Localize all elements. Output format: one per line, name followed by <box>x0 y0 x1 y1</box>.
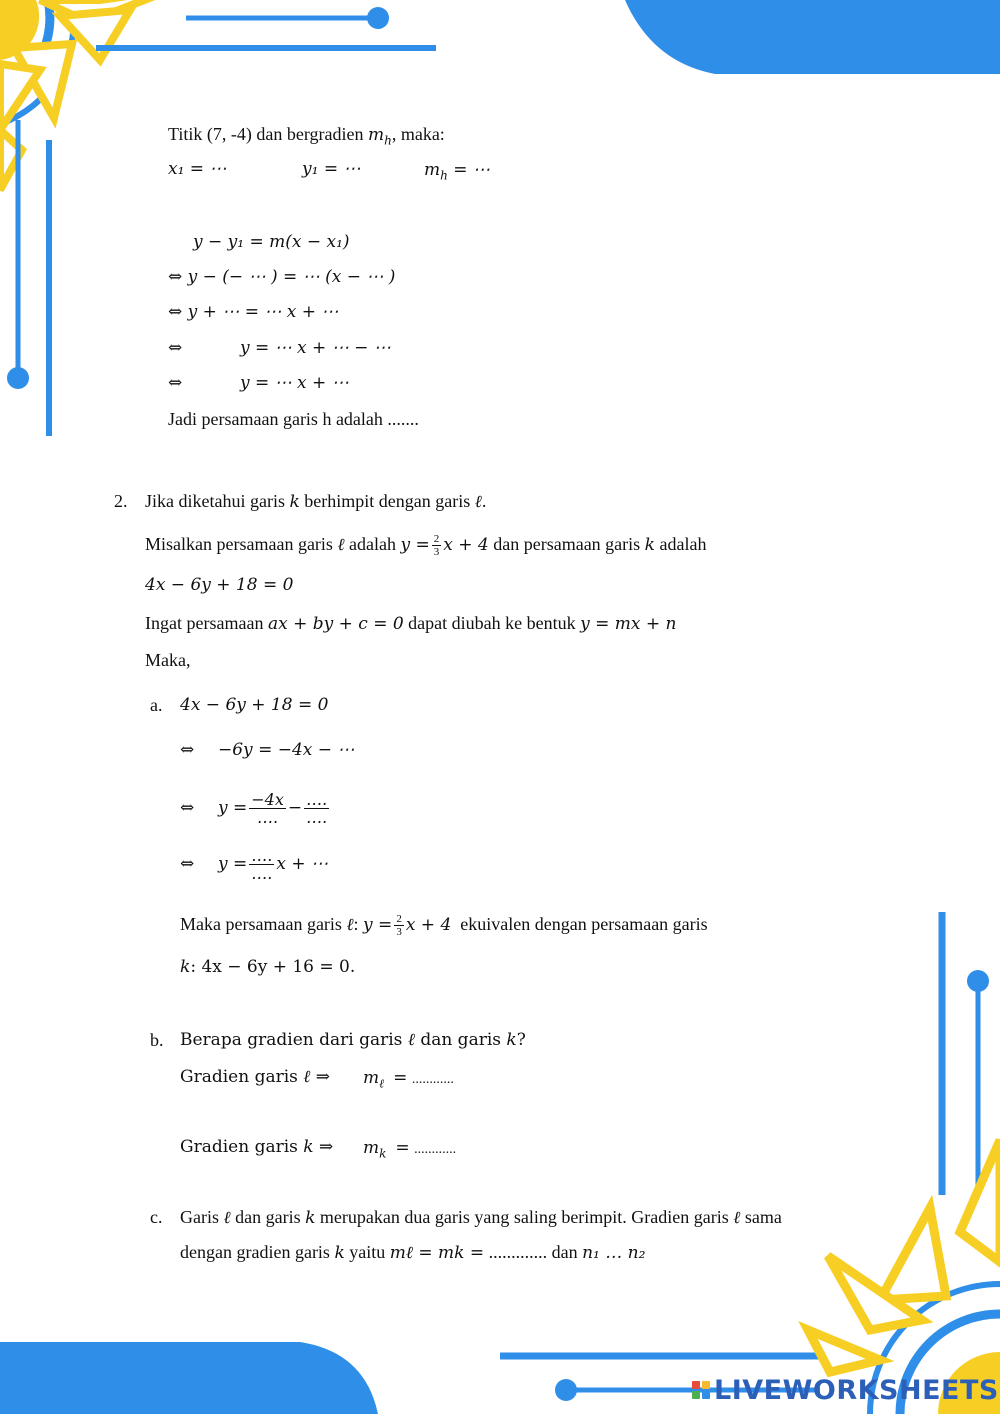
part-a-arrow-2: ⇔ <box>180 798 195 818</box>
part-a-final-equation <box>180 954 355 979</box>
ingat-text-a: Ingat persamaan <box>145 613 264 633</box>
part-c-line-2 <box>180 1240 645 1265</box>
gradient-l-text: Gradien garis <box>180 1067 298 1087</box>
part-a-equation-2: −6y = −4x − ⋯ <box>218 740 355 760</box>
eq4-numerator: …. <box>251 845 273 865</box>
c-line2-a: dengan gradien garis <box>180 1242 330 1262</box>
x1-value: x₁ = ⋯ <box>168 159 227 179</box>
m-k-subscript: k <box>379 1146 387 1161</box>
part-b-question <box>180 1028 526 1052</box>
equation-step-2: ⇔ y − (− ⋯ ) = ⋯ (x − ⋯ ) <box>168 267 396 287</box>
eq3-numerator-1: −4x <box>251 789 284 809</box>
maka-fraction-denominator: 3 <box>396 926 402 939</box>
final-eq: : 4x − 6y + 16 = 0. <box>190 957 356 977</box>
bottom-right-sun-ornament <box>500 912 1000 1414</box>
part-a-equation-1: 4x − 6y + 18 = 0 <box>180 695 329 715</box>
fraction-two-thirds <box>432 533 442 558</box>
equation-step-4: y = ⋯ x + ⋯ − ⋯ <box>240 338 391 358</box>
eq4-lhs: y = <box>218 854 248 874</box>
eq3-denominator-2: …. <box>306 808 328 828</box>
m-l-equals: = <box>393 1068 408 1088</box>
maka-l: ℓ <box>346 915 354 935</box>
part-a-maka-line <box>180 910 708 939</box>
c-line1-l: ℓ <box>223 1208 231 1228</box>
gradient-l-arrow: ⇒ <box>315 1067 331 1087</box>
misalkan-line <box>145 530 706 559</box>
mh-symbol: m <box>424 160 441 180</box>
c-line1-c: merupakan dua garis yang saling berimpit. Gradien garis <box>319 1207 729 1227</box>
conclusion-line-h: Jadi persamaan garis h adalah ....... <box>168 409 419 429</box>
maka-text-b: ekuivalen dengan persamaan garis <box>460 914 708 934</box>
mh-end: = ⋯ <box>447 160 490 180</box>
m-l-symbol: m <box>363 1068 380 1088</box>
intro-end: . <box>481 491 487 511</box>
misal-k: k <box>644 535 655 555</box>
maka-label: Maka, <box>145 650 191 670</box>
mh-subscript: h <box>440 168 448 183</box>
general-form-equation: ax + by + c = 0 <box>267 614 404 634</box>
b-question-end: ? <box>516 1030 526 1050</box>
part-a-label: a. <box>150 695 163 715</box>
c-line1-k: k <box>305 1208 316 1228</box>
c-line1-l2: ℓ <box>733 1208 741 1228</box>
gradient-symbol: m <box>367 125 385 145</box>
equation-step-5: y = ⋯ x + ⋯ <box>240 373 349 393</box>
equation-step-5-arrow: ⇔ <box>168 373 183 393</box>
question-intro <box>145 489 486 514</box>
eq4-rhs: x + ⋯ <box>276 854 328 874</box>
gradient-k-symbol: k <box>303 1137 314 1157</box>
m-k-blank[interactable]: ............ <box>414 1142 457 1157</box>
titik-text: Titik (7, -4) dan bergradien <box>168 124 364 144</box>
fraction-slope <box>249 847 274 883</box>
maka-fraction-numerator: 2 <box>396 913 402 926</box>
m-k-symbol: m <box>363 1138 380 1158</box>
c-line2-k: k <box>334 1243 345 1263</box>
gradient-k-line <box>180 1135 333 1159</box>
top-right-blue-shape <box>625 0 1000 74</box>
c-line1-d: sama <box>744 1207 782 1227</box>
intro-text-a: Jika diketahui garis <box>145 491 285 511</box>
b-question-b: dan garis <box>420 1030 501 1050</box>
c-line2-b: yaitu <box>349 1242 386 1262</box>
m-l-subscript: ℓ <box>379 1076 385 1091</box>
c-line1-b: dan garis <box>235 1207 301 1227</box>
intro-text-b: berhimpit dengan garis <box>304 491 471 511</box>
maka-eq-rhs: x + 4 <box>405 915 452 935</box>
gradient-k-arrow: ⇒ <box>319 1137 334 1157</box>
misal-text-a: Misalkan persamaan garis <box>145 534 333 554</box>
liveworksheets-logo <box>692 1373 999 1407</box>
c-line1-a: Garis <box>180 1207 219 1227</box>
top-left-sun-ornament <box>0 0 436 436</box>
c-line2-equation: mℓ = mk = <box>389 1243 485 1263</box>
eq3-minus: − <box>287 798 303 818</box>
point-slope-formula: y − y₁ = m(x − x₁) <box>193 232 350 252</box>
part-c-line-1 <box>180 1205 782 1230</box>
misal-eq-lhs: y = <box>400 535 430 555</box>
intro-l: ℓ <box>474 492 482 512</box>
part-b-label: b. <box>150 1030 164 1050</box>
m-l-answer[interactable] <box>363 1065 454 1096</box>
gradient-k-text: Gradien garis <box>180 1137 298 1157</box>
misal-text-c: dan persamaan garis <box>493 534 641 554</box>
part-a-equation-3 <box>218 782 331 833</box>
fraction-numerator: 2 <box>433 533 440 546</box>
titik-end: , maka: <box>391 124 445 144</box>
fraction-denominator: 3 <box>433 546 440 559</box>
m-k-answer[interactable] <box>363 1135 456 1166</box>
misal-text-b: adalah <box>349 534 396 554</box>
gradient-subscript: h <box>384 133 392 148</box>
bottom-left-blue-shape <box>0 1342 378 1414</box>
eq4-denominator: …. <box>251 864 273 884</box>
question-number: 2. <box>114 491 128 511</box>
eq3-denominator-1: …. <box>257 808 279 828</box>
maka-eq-lhs: y = <box>363 915 393 935</box>
part-a-arrow-1: ⇔ <box>180 740 195 760</box>
equation-line-k: 4x − 6y + 18 = 0 <box>145 575 294 595</box>
b-question-a: Berapa gradien dari garis <box>180 1030 403 1050</box>
b-question-k: k <box>506 1030 517 1050</box>
b-question-l: ℓ <box>407 1030 415 1050</box>
c-line2-n: n₁ … n₂ <box>582 1243 646 1263</box>
part-c-label: c. <box>150 1207 163 1227</box>
gradient-l-symbol: ℓ <box>303 1067 311 1087</box>
final-k: k <box>180 957 191 977</box>
c-line2-c: dan <box>551 1242 578 1262</box>
misal-text-d: adalah <box>659 534 707 554</box>
misal-eq-rhs: x + 4 <box>443 535 489 555</box>
part-a-equation-4 <box>218 838 328 889</box>
fraction-minus-4x <box>249 791 286 827</box>
part-a-arrow-3: ⇔ <box>180 854 195 874</box>
logo-text: LIVEWORKSHEETS <box>714 1374 999 1406</box>
maka-colon: : <box>353 914 359 934</box>
intro-k: k <box>289 492 300 512</box>
gradient-l-line <box>180 1065 330 1089</box>
ingat-line <box>145 611 676 636</box>
maka-fraction <box>394 913 404 938</box>
ingat-text-b: dapat diubah ke bentuk <box>408 613 576 633</box>
mh-value <box>424 157 490 188</box>
eq3-lhs: y = <box>218 798 248 818</box>
slope-intercept-form: y = mx + n <box>580 614 677 634</box>
maka-text-a: Maka persamaan garis <box>180 914 342 934</box>
eq3-numerator-2: …. <box>306 789 328 809</box>
equation-step-3: ⇔ y + ⋯ = ⋯ x + ⋯ <box>168 302 339 322</box>
m-k-equals: = <box>395 1138 410 1158</box>
equation-step-4-arrow: ⇔ <box>168 338 183 358</box>
logo-mark-icon <box>692 1381 710 1399</box>
misal-l: ℓ <box>337 535 345 555</box>
y1-value: y₁ = ⋯ <box>302 159 361 179</box>
titik-line <box>168 122 445 153</box>
c-line2-blank[interactable]: ............. <box>488 1242 548 1262</box>
fraction-constant <box>304 791 329 827</box>
m-l-blank[interactable]: ............ <box>411 1072 454 1087</box>
